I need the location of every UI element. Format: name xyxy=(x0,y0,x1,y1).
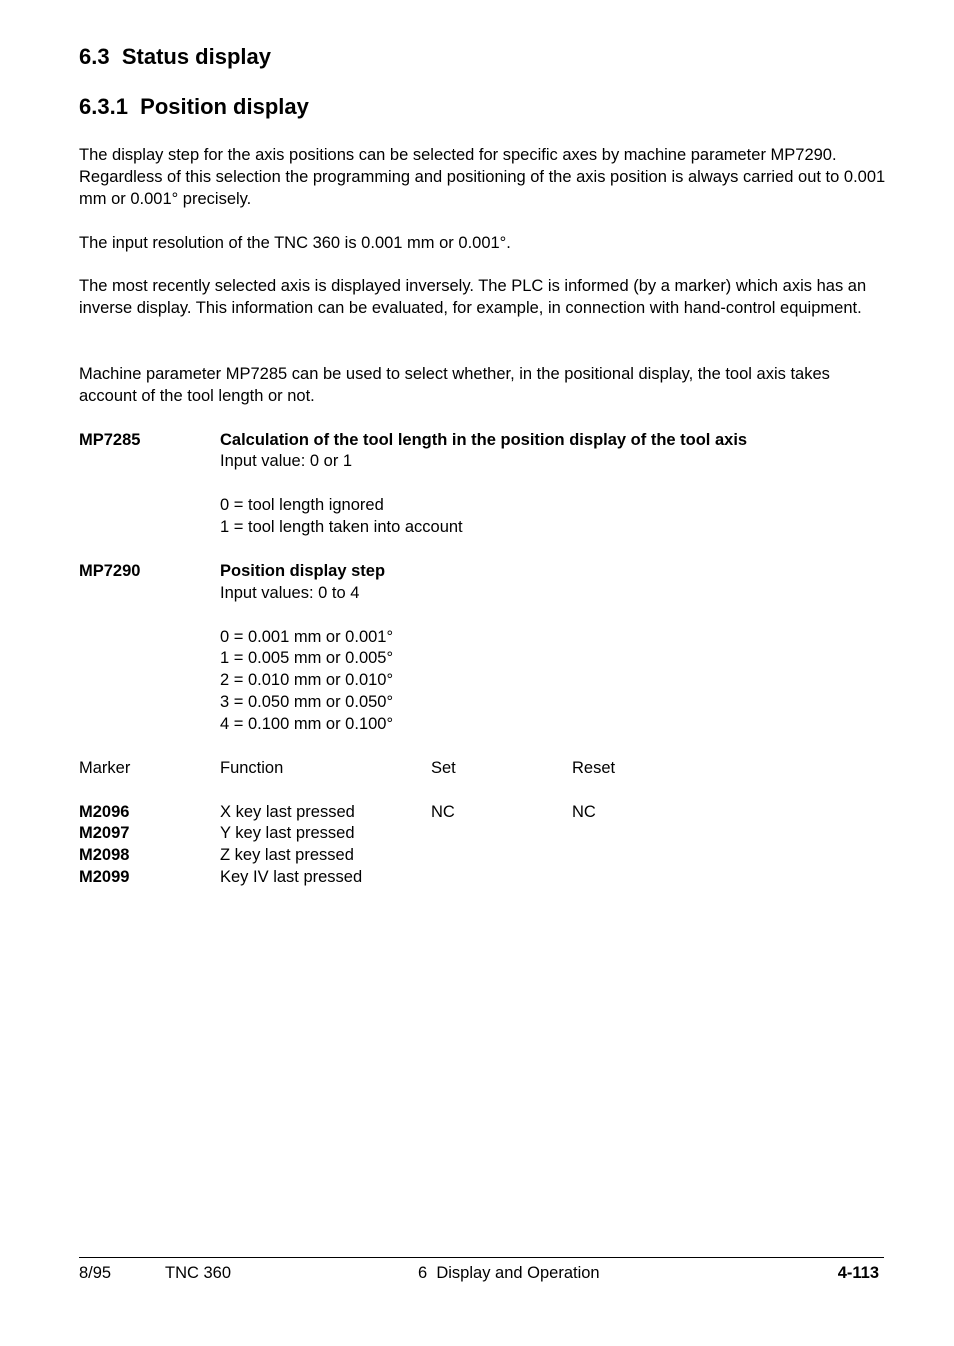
paragraph-display-step: The display step for the axis positions can be selected for specific axes by machine parameter MP7290. Regardless of this selection the programming and positioning of the axis position is always carried out to 0.001 mm or 0.001° precisely. xyxy=(79,146,886,208)
param-value: 0 = tool length ignored xyxy=(220,496,384,514)
marker-id: M2098 xyxy=(79,846,130,864)
param-id: MP7290 xyxy=(79,562,141,580)
param-title: Position display step xyxy=(220,562,386,580)
footer-date: 8/95 xyxy=(79,1264,112,1282)
param-value: 2 = 0.010 mm or 0.010° xyxy=(220,671,394,689)
section-heading: 6.3 Status display xyxy=(79,44,271,69)
marker-id: M2099 xyxy=(79,868,130,886)
footer-chapter: 6 Display and Operation xyxy=(418,1264,600,1282)
param-input: Input value: 0 or 1 xyxy=(220,452,353,470)
param-value: 3 = 0.050 mm or 0.050° xyxy=(220,693,394,711)
footer-product: TNC 360 xyxy=(165,1264,232,1282)
marker-function: Y key last pressed xyxy=(220,824,355,842)
marker-function: Key IV last pressed xyxy=(220,868,363,886)
marker-reset: NC xyxy=(572,803,596,821)
paragraph-input-resolution: The input resolution of the TNC 360 is 0.001 mm or 0.001°. xyxy=(79,234,511,252)
marker-id: M2097 xyxy=(79,824,130,842)
marker-function: X key last pressed xyxy=(220,803,355,821)
param-id: MP7285 xyxy=(79,431,141,449)
table-header: Reset xyxy=(572,759,616,777)
param-value: 0 = 0.001 mm or 0.001° xyxy=(220,628,394,646)
footer-rule xyxy=(79,1257,884,1258)
table-header: Set xyxy=(431,759,456,777)
marker-set: NC xyxy=(431,803,455,821)
param-value: 4 = 0.100 mm or 0.100° xyxy=(220,715,394,733)
param-title: Calculation of the tool length in the position display of the tool axis xyxy=(220,431,748,449)
param-value: 1 = 0.005 mm or 0.005° xyxy=(220,649,394,667)
param-input: Input values: 0 to 4 xyxy=(220,584,360,602)
marker-function: Z key last pressed xyxy=(220,846,354,864)
table-header: Marker xyxy=(79,759,131,777)
footer-page-number: 4-113 xyxy=(837,1264,879,1282)
table-header: Function xyxy=(220,759,284,777)
paragraph-inverse-display: The most recently selected axis is displayed inversely. The PLC is informed (by a marker) which axis has an inverse display. This information can be evaluated, for example, in connection with hand-control equipment. xyxy=(79,277,867,317)
paragraph-tool-length: Machine parameter MP7285 can be used to select whether, in the positional display, the tool axis takes account of the tool length or not. xyxy=(79,365,830,405)
subsection-heading: 6.3.1 Position display xyxy=(79,94,309,119)
marker-id: M2096 xyxy=(79,803,130,821)
param-value: 1 = tool length taken into account xyxy=(220,518,463,536)
